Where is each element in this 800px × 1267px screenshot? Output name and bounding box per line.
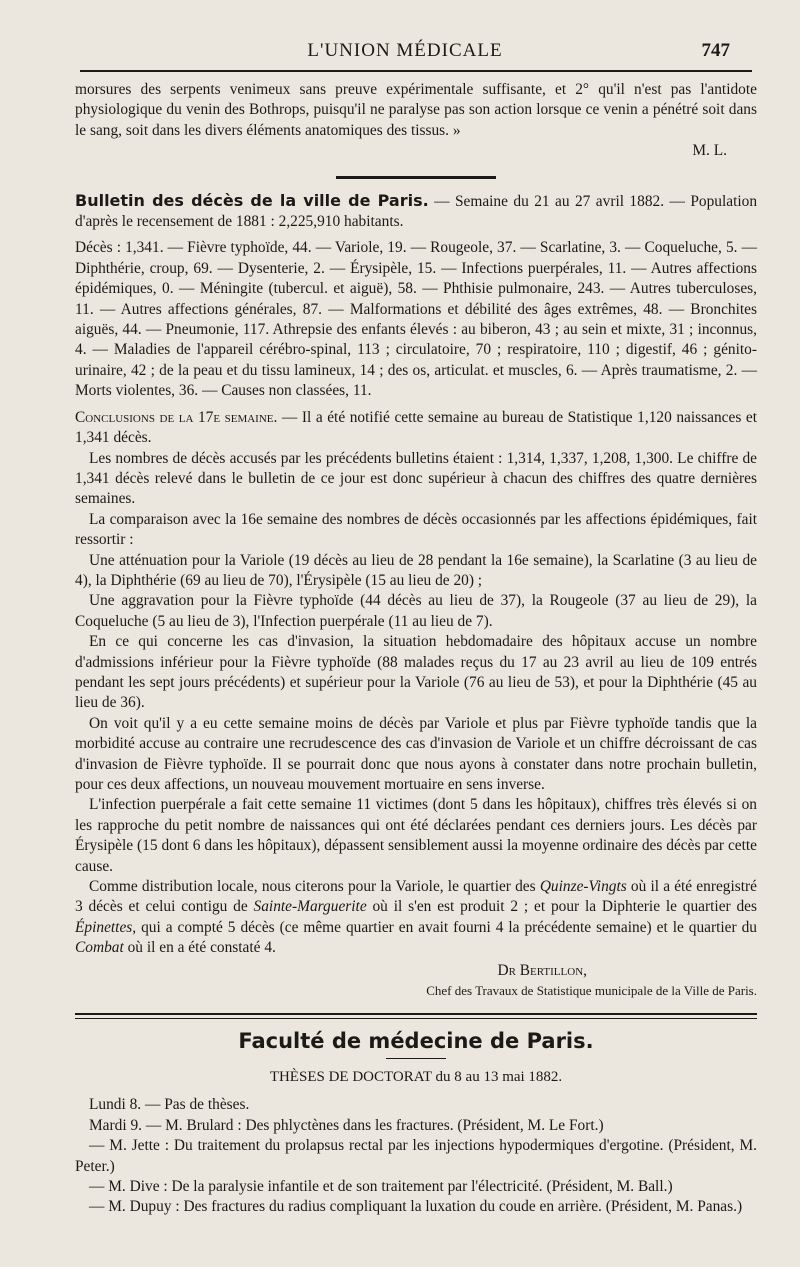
header-rule bbox=[80, 70, 752, 72]
bulletin-heading bbox=[75, 191, 757, 233]
text-run: où il s'en est produit 2 ; et pour la Diphterie le quartier des bbox=[366, 898, 757, 916]
bulletin-paragraph: L'infection puerpérale a fait cette semaine 11 victimes (dont 5 dans les hôpitaux), chiffres très élevés si on les rapproche du petit nombre de naissances qui ont été déclarées pendant ces derniers jours. Les décès par Érysipèle (15 dont 6 dans les hôpitaux), dépassent sensiblement aussi la moyenne ordinaire des décès par cette cause. bbox=[75, 796, 757, 875]
thesis-entry: — M. Dupuy : Des fractures du radius compliquant la luxation du coude en arrière. (Président, M. Panas.) bbox=[89, 1198, 743, 1216]
text-run: qui a compté 5 décès (ce même quartier en avait fourni 4 la précédente semaine) et le quartier du bbox=[136, 918, 757, 936]
bulletin-title: Bulletin des décès de la ville de Paris. bbox=[75, 190, 429, 210]
thesis-entry: — M. Jette : Du traitement du prolapsus rectal par les injections hypodermiques d'ergotine. (Président, M. Peter.) bbox=[75, 1137, 757, 1175]
conclusions-text: — Il a été notifié cette semaine au bureau de Statistique 1,120 naissances et 1,341 décès. bbox=[75, 408, 757, 447]
section-divider bbox=[336, 176, 496, 179]
intro-signature: M. L. bbox=[692, 142, 727, 160]
bulletin-signature-role: Chef des Travaux de Statistique municipale de la Ville de Paris. bbox=[426, 983, 757, 999]
page-number: 747 bbox=[701, 40, 730, 61]
title-underline bbox=[386, 1058, 446, 1059]
page-header bbox=[80, 38, 730, 66]
conclusions-paragraph bbox=[75, 408, 757, 449]
theses-dates: du 8 au 13 mai 1882. bbox=[431, 1068, 563, 1085]
thesis-entry: Mardi 9. — M. Brulard : Des phlyctènes dans les fractures. (Président, M. Le Fort.) bbox=[89, 1116, 604, 1134]
text-run: où il en a été constaté 4. bbox=[123, 939, 276, 957]
bulletin-paragraph: Une aggravation pour la Fièvre typhoïde (44 décès au lieu de 37), la Rougeole (37 au lieu de 29), la Coqueluche (5 au lieu de 3), l'Infection puerpérale (11 au lieu de 7). bbox=[75, 592, 757, 630]
theses-heading bbox=[75, 1067, 757, 1087]
journal-title: L'UNION MÉDICALE bbox=[307, 40, 503, 61]
conclusions-label: Conclusions de la 17e semaine. bbox=[75, 408, 278, 426]
place-name: Quinze-Vingts bbox=[539, 878, 627, 896]
bulletin-deaths: Décès : 1,341. — Fièvre typhoïde, 44. — Variole, 19. — Rougeole, 37. — Scarlatine, 3. — Coqueluche, 5. — Diphthérie, croup, 69. — Dysenterie, 2. — Érysipèle, 15. — Infections puerpérales, 11. — Autres affections épidémiques, 0. — Méningite (tubercul. et aiguë), 58. — Phthisie pulmonaire, 243. — Autres tuberculoses, 11. — Autres affections générales, 87. — Malformations et débilité des âges extrêmes, 48. — Bronchites aiguës, 44. — Pneumonie, 117. Athrepsie des enfants élevés : au biberon, 43 ; au sein et mixte, 31 ; inconnus, 4. — Maladies de l'appareil cérébro-spinal, 113 ; circulatoire, 70 ; respiratoire, 110 ; digestif, 46 ; génito-urinaire, 42 ; de la peau et du tissu lamineux, 14 ; des os, articulat. et muscles, 6. — Après traumatisme, 2. — Morts violentes, 36. — Causes non classées, 11. bbox=[75, 239, 757, 400]
bulletin-week: — Semaine du 21 au 27 avril 1882. — Population d'après le recensement de 1881 : 2,225,910 habitants. bbox=[75, 192, 758, 231]
theses-title: THÈSES DE DOCTORAT bbox=[269, 1068, 432, 1085]
page-body bbox=[75, 80, 757, 1218]
place-name: Combat bbox=[75, 939, 124, 957]
bulletin-paragraph: En ce qui concerne les cas d'invasion, la situation hebdomadaire des hôpitaux accuse un nombre d'admissions inférieur pour la Fièvre typhoïde (88 malades reçus du 17 au 23 avril au lieu de 109 entrés pendant les sept jours précédents) et supérieur pour la Variole (76 au lieu de 53), et pour la Diphthérie (45 au lieu de 36). bbox=[75, 633, 757, 712]
text-run: où il a été enregistré 3 décès et celui contigu de bbox=[75, 878, 757, 916]
bulletin-paragraph: On voit qu'il y a eu cette semaine moins de décès par Variole et plus par Fièvre typhoïde tandis que la morbidité accuse au contraire une recrudescence des cas d'invasion de Variole et un chiffre décroissant de cas d'invasion de Fièvre typhoïde. Il se pourrait donc que nous ayons à constater dans notre prochain bulletin, pour ces deux affections, un nouveau mouvement mortuaire en sens inverse. bbox=[75, 714, 757, 793]
thesis-entry: Lundi 8. — Pas de thèses. bbox=[89, 1096, 250, 1114]
bulletin-paragraph: La comparaison avec la 16e semaine des nombres de décès occasionnés par les affections épidémiques, fait ressortir : bbox=[75, 510, 757, 549]
intro-paragraph: morsures des serpents venimeux sans preuve expérimentale suffisante, et 2° qu'il n'est pas l'antidote physiologique du venin des Bothrops, puisqu'il ne paralyse pas son action lorsque ce venin a pénétré soit dans le sang, soit dans les divers éléments anatomiques des tissus. » bbox=[75, 81, 757, 139]
text-run: Comme distribution locale, nous citerons pour la Variole, le quartier des bbox=[89, 878, 540, 896]
bulletin-paragraph: Les nombres de décès accusés par les précédents bulletins étaient : 1,314, 1,337, 1,208, 1,300. Le chiffre de 1,341 décès relevé dans le bulletin de ce jour est donc supérieur à chacun des chiffres des quatre dernières semaines. bbox=[75, 449, 757, 508]
place-name: Sainte-Marguerite bbox=[253, 898, 367, 916]
bulletin-paragraph: Une atténuation pour la Variole (19 décès au lieu de 28 pendant la 16e semaine), la Scarlatine (3 au lieu de 4), la Diphthérie (69 au lieu de 70), l'Érysipèle (15 au lieu de 20) ; bbox=[75, 551, 757, 589]
double-rule bbox=[75, 1013, 757, 1019]
thesis-entry: — M. Dive : De la paralysie infantile et de son traitement par l'électricité. (Président, M. Ball.) bbox=[89, 1177, 673, 1195]
faculte-title: Faculté de médecine de Paris. bbox=[238, 1029, 594, 1054]
bulletin-paragraph-local bbox=[75, 877, 757, 959]
place-name: Épinettes, bbox=[75, 918, 137, 936]
bulletin-signature-name: Dr Bertillon, bbox=[497, 961, 587, 979]
